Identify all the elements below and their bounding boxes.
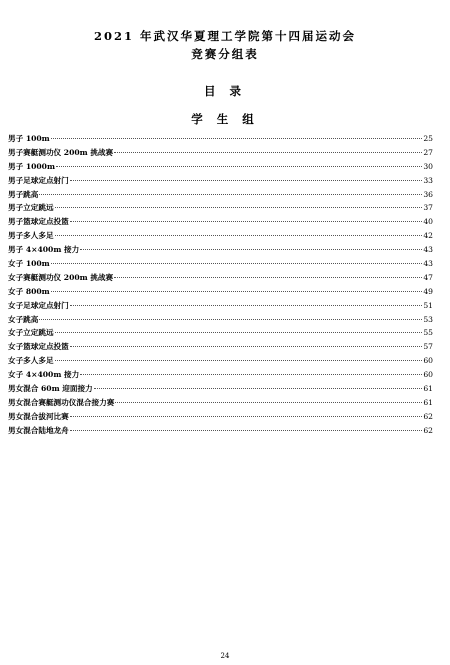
toc-entry[interactable] (8, 326, 433, 340)
dot-leader (55, 206, 423, 208)
toc-entry-page: 43 (423, 259, 433, 269)
toc-entry[interactable] (8, 243, 433, 257)
toc-entry-title: 女子 800m (8, 286, 50, 296)
toc-entry-title: 女子篮球定点投篮 (8, 342, 69, 352)
dot-leader (70, 415, 423, 417)
toc-entry-page: 40 (423, 217, 433, 227)
toc-entry-page: 60 (423, 356, 433, 366)
dot-leader (55, 234, 423, 236)
toc-entry[interactable] (8, 146, 433, 160)
toc-entry-title: 女子立定跳远 (8, 328, 54, 338)
toc-entry-title: 男子赛艇测功仪 200m 挑战赛 (8, 147, 114, 157)
toc-entry[interactable] (8, 132, 433, 146)
toc-entry-title: 男子多人多足 (8, 231, 54, 241)
toc-entry[interactable] (8, 257, 433, 271)
toc-entry[interactable] (8, 396, 433, 410)
toc-entry-page: 37 (423, 203, 433, 213)
toc-entry-title: 女子跳高 (8, 314, 39, 324)
toc-entry-page: 62 (423, 425, 433, 435)
dot-leader (55, 359, 423, 361)
toc-entry-title: 女子足球定点射门 (8, 300, 69, 310)
dot-leader (114, 276, 422, 278)
dot-leader (70, 220, 423, 222)
toc-entry[interactable] (8, 424, 433, 438)
dot-leader (55, 331, 423, 333)
toc-heading: 目 录 (203, 84, 246, 98)
toc-entry-title: 男子 1000m (8, 161, 56, 171)
toc-entry-page: 27 (423, 147, 433, 157)
toc-entry-title: 女子 100m (8, 259, 50, 269)
toc-entry[interactable] (8, 340, 433, 354)
dot-leader (51, 137, 423, 139)
toc-entry-page: 49 (423, 286, 433, 296)
toc-entry-page: 51 (423, 300, 433, 310)
toc-entry[interactable] (8, 229, 433, 243)
toc-entry-page: 60 (423, 370, 433, 380)
toc-entry[interactable] (8, 382, 433, 396)
toc-entry[interactable] (8, 299, 433, 313)
dot-leader (39, 318, 422, 320)
toc-entry[interactable] (8, 188, 433, 202)
toc-entry-page: 61 (423, 397, 433, 407)
document-title: 2021 年武汉华夏理工学院第十四届运动会 (93, 29, 356, 43)
toc-entry-title: 男子 4×400m 接力 (8, 245, 80, 255)
toc-entry[interactable] (8, 174, 433, 188)
section-heading: 学 生 组 (191, 112, 259, 126)
dot-leader (70, 429, 423, 431)
dot-leader (80, 373, 422, 375)
table-of-contents (8, 132, 433, 438)
dot-leader (70, 179, 423, 181)
toc-entry-page: 30 (423, 161, 433, 171)
dot-leader (51, 290, 423, 292)
toc-entry-page: 33 (423, 175, 433, 185)
toc-entry-title: 男子 100m (8, 134, 50, 143)
toc-entry-page: 57 (423, 342, 433, 352)
toc-entry-page: 61 (423, 384, 433, 394)
toc-entry[interactable] (8, 368, 433, 382)
toc-entry-title: 男女混合 60m 迎面接力 (8, 384, 93, 394)
dot-leader (115, 401, 422, 403)
toc-entry-title: 女子多人多足 (8, 356, 54, 366)
toc-entry-title: 男女混合赛艇测功仪混合接力赛 (8, 397, 115, 407)
toc-entry[interactable] (8, 285, 433, 299)
toc-entry-page: 62 (423, 411, 433, 421)
dot-leader (114, 151, 422, 153)
toc-entry-page: 36 (423, 189, 433, 199)
toc-entry-page: 42 (423, 231, 433, 241)
toc-entry-page: 25 (423, 134, 433, 143)
document-subtitle: 竞赛分组表 (191, 47, 259, 61)
toc-entry[interactable] (8, 354, 433, 368)
toc-entry[interactable] (8, 160, 433, 174)
toc-entry-title: 男子立定跳远 (8, 203, 54, 213)
toc-entry-title: 男子篮球定点投篮 (8, 217, 69, 227)
toc-entry[interactable] (8, 215, 433, 229)
toc-entry-title: 男子跳高 (8, 189, 39, 199)
toc-entry-title: 男女混合拔河比赛 (8, 411, 69, 421)
toc-entry-title: 女子赛艇测功仪 200m 挑战赛 (8, 272, 114, 282)
toc-entry-title: 男女混合陆地龙舟 (8, 425, 69, 435)
toc-entry-page: 43 (423, 245, 433, 255)
dot-leader (80, 248, 422, 250)
toc-entry[interactable] (8, 201, 433, 215)
toc-entry-title: 女子 4×400m 接力 (8, 370, 80, 380)
dot-leader (56, 165, 422, 167)
toc-entry-title: 男子足球定点射门 (8, 175, 69, 185)
dot-leader (70, 304, 423, 306)
toc-entry-page: 47 (423, 272, 433, 282)
dot-leader (51, 262, 423, 264)
dot-leader (94, 387, 423, 389)
dot-leader (39, 193, 422, 195)
toc-entry-page: 53 (423, 314, 433, 324)
toc-entry-page: 55 (423, 328, 433, 338)
page-number: 24 (220, 652, 230, 660)
dot-leader (70, 345, 423, 347)
toc-entry[interactable] (8, 410, 433, 424)
toc-entry[interactable] (8, 271, 433, 285)
toc-entry[interactable] (8, 313, 433, 327)
